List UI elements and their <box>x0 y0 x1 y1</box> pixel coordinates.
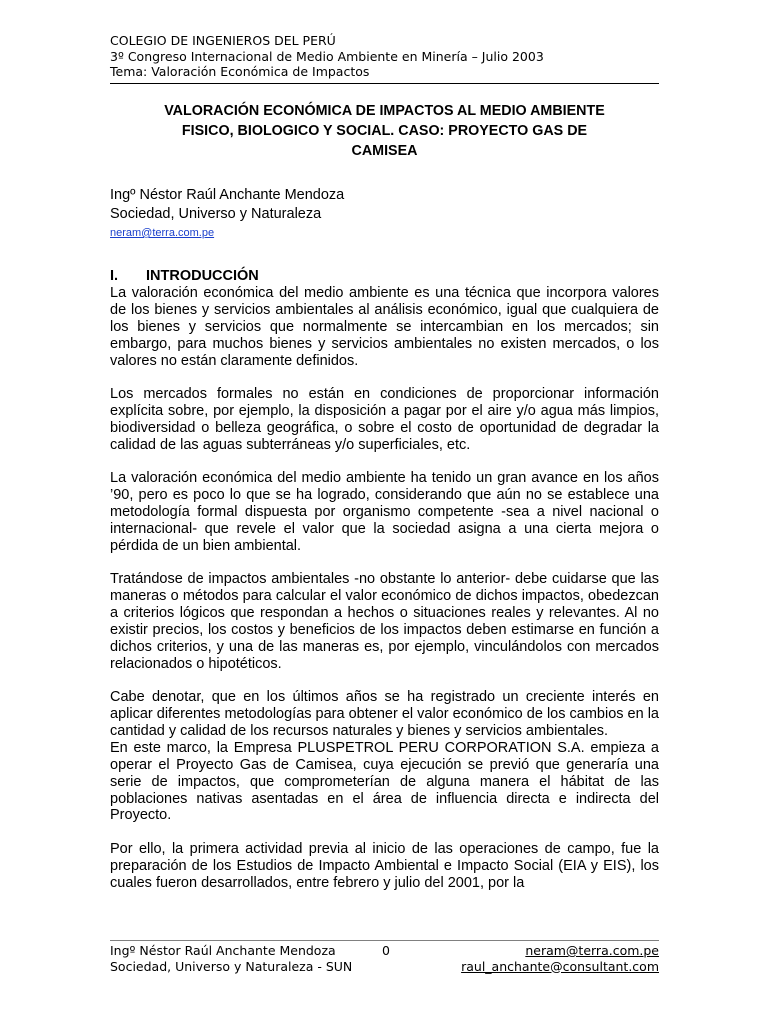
paragraph: La valoración económica del medio ambiente es una técnica que incorpora valores de los bienes y servicios ambientales al análisis económico, igual que cualquiera de los bienes y servicios que normalmente se intercambian en los mercados; sin embargo, para muchos bienes y servicios ambientales no existen mercados, o los valores no están claramente definidos. <box>110 285 659 369</box>
header-topic: Tema: Valoración Económica de Impactos <box>110 64 370 79</box>
footer-page-number: 0 <box>382 943 390 958</box>
section-number: I. <box>110 268 119 284</box>
paragraph: Los mercados formales no están en condiciones de proporcionar información explícita sobre, por ejemplo, la disposición a pagar por el aire y/o agua más limpios, biodiversidad o belleza geográfica, o sobre el costo de oportunidad de degradar la calidad de las aguas subterráneas y/o superficiales, etc. <box>110 386 659 453</box>
author-email-link[interactable]: neram@terra.com.pe <box>110 227 215 239</box>
author-block <box>110 186 659 242</box>
footer-author: Ingº Néstor Raúl Anchante Mendoza <box>110 943 336 958</box>
page-footer <box>110 940 659 974</box>
header-institution: COLEGIO DE INGENIEROS DEL PERÚ <box>110 33 336 48</box>
body-text <box>110 285 659 908</box>
title-line-1: VALORACIÓN ECONÓMICA DE IMPACTOS AL MEDIO AMBIENTE <box>164 103 605 119</box>
paragraph: Cabe denotar, que en los últimos años se ha registrado un creciente interés en aplicar diferentes metodologías para obtener el valor económico de los cambios en la cantidad y calidad de los recursos naturales y bienes y servicios ambientales. <box>110 689 659 739</box>
author-name: Ingº Néstor Raúl Anchante Mendoza <box>110 187 345 203</box>
section-heading <box>110 267 259 285</box>
header-congress: 3º Congreso Internacional de Medio Ambiente en Minería – Julio 2003 <box>110 48 544 64</box>
footer-organization: Sociedad, Universo y Naturaleza - SUN <box>110 958 353 974</box>
paragraph: En este marco, la Empresa PLUSPETROL PERU CORPORATION S.A. empieza a operar el Proyecto Gas de Camisea, cuya ejecución se previó que generaría una serie de impactos, que comprometerían de alguna manera el hábitat de las poblaciones nativas asentadas en el área de influencia directa e indirecta del Proyecto. <box>110 739 659 824</box>
document-title <box>110 101 659 161</box>
author-organization: Sociedad, Universo y Naturaleza <box>110 205 322 222</box>
footer-email-2[interactable]: raul_anchante@consultant.com <box>461 958 659 974</box>
paragraph: La valoración económica del medio ambiente ha tenido un gran avance en los años ’90, pero es poco lo que se ha logrado, considerando que aún no se establece una metodología formal dispuesta por organismo competente -sea a nivel nacional o internacional- que revele el valor que la sociedad asigna a una cierta mejora o pérdida de un bien ambiental. <box>110 470 659 554</box>
title-line-2: FISICO, BIOLOGICO Y SOCIAL. CASO: PROYECTO GAS DE <box>181 123 588 139</box>
section-title: INTRODUCCIÓN <box>146 268 259 284</box>
page-header <box>110 33 659 84</box>
footer-email-1[interactable]: neram@terra.com.pe <box>525 943 659 958</box>
paragraph: Tratándose de impactos ambientales -no obstante lo anterior- debe cuidarse que las maneras o métodos para calcular el valor económico de dichos impactos, obedezcan a criterios lógicos que respondan a hechos o situaciones reales y relevantes. Al no existir precios, los costos y beneficios de los impactos deben estimarse en función a dichos criterios, y una de las maneras es, por ejemplo, vinculándolos con mercados relacionados o hipotéticos. <box>110 571 659 672</box>
paragraph: Por ello, la primera actividad previa al inicio de las operaciones de campo, fue la preparación de los Estudios de Impacto Ambiental e Impacto Social (EIA y EIS), los cuales fueron desarrollados, entre febrero y julio del 2001, por la <box>110 840 659 891</box>
title-line-3: CAMISEA <box>351 143 418 159</box>
